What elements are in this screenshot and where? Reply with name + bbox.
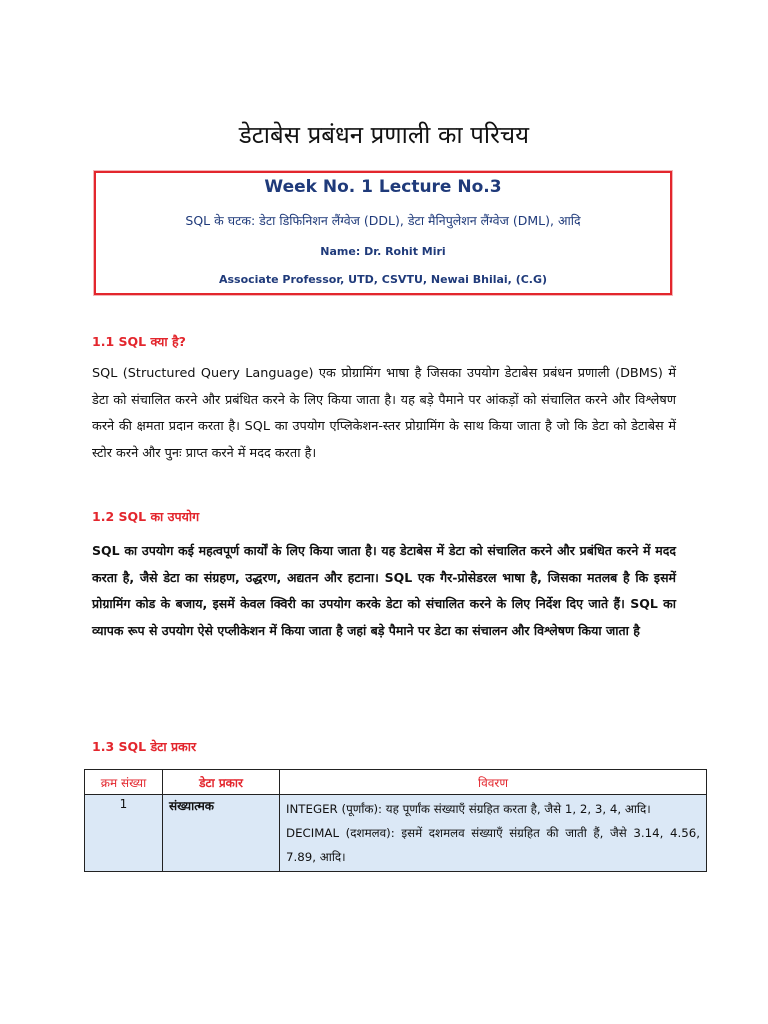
cell-serial: 1	[85, 795, 163, 872]
cell-data-type: संख्यात्मक	[163, 795, 280, 872]
lecture-info-box	[94, 171, 672, 295]
author-name: Name: Dr. Rohit Miri	[320, 245, 446, 258]
col-header-serial: क्रम संख्या	[85, 770, 163, 795]
section-heading-1-2: 1.2 SQL का उपयोग	[92, 509, 200, 524]
section-body-1-1: SQL (Structured Query Language) एक प्रोग्रामिंग भाषा है जिसका उपयोग डेटाबेस प्रबंधन प्रणाली (DBMS) में डेटा को संचालित करने और प्रबंधित करने के लिए किया जाता है। यह बड़े पैमाने पर आंकड़ों को संचालित करने और विश्लेषण करने की क्षमता प्रदान करता है। SQL का उपयोग एप्लिकेशन-स्तर प्रोग्रामिंग के साथ किया जाता है जो कि डेटा को डेटाबेस में स्टोर करने और पुनः प्राप्त करने में मदद करता है।	[92, 366, 676, 461]
description-integer: INTEGER (पूर्णांक): यह पूर्णांक संख्याएँ संग्रहित करता है, जैसे 1, 2, 3, 4, आदि।	[286, 802, 651, 816]
section-body-1-2: SQL का उपयोग कई महत्वपूर्ण कार्यों के लिए किया जाता है। यह डेटाबेस में डेटा को संचालित करने और प्रबंधित करने में मदद करता है, जैसे डेटा का संग्रहण, उद्धरण, अद्यतन और हटाना। SQL एक गैर-प्रोसेडरल भाषा है, जिसका मतलब है कि इसमें प्रोग्रामिंग कोड के बजाय, इसमें केवल क्विरी का उपयोग करके डेटा को संचालित करने के लिए निर्देश दिए जाते हैं। SQL का व्यापक रूप से उपयोग ऐसे एप्लीकेशन में किया जाता है जहां बड़े पैमाने पर डेटा का संचालन और विश्लेषण किया जाता है	[92, 543, 676, 638]
col-header-description: विवरण	[280, 770, 707, 795]
cell-description	[280, 795, 707, 872]
description-decimal: DECIMAL (दशमलव): इसमें दशमलव संख्याएँ संग्रहित की जाती हैं, जैसे 3.14, 4.56, 7.89, आदि।	[286, 826, 700, 864]
table-row	[85, 795, 707, 872]
col-header-data-type: डेटा प्रकार	[163, 770, 280, 795]
data-types-table	[84, 769, 707, 872]
week-lecture-label: Week No. 1 Lecture No.3	[264, 177, 502, 197]
author-affiliation: Associate Professor, UTD, CSVTU, Newai Bhilai, (C.G)	[218, 273, 548, 286]
page-title: डेटाबेस प्रबंधन प्रणाली का परिचय	[238, 121, 530, 149]
section-heading-1-1: 1.1 SQL क्या है?	[92, 334, 186, 349]
table-header-row	[85, 770, 707, 795]
section-heading-1-3: 1.3 SQL डेटा प्रकार	[92, 739, 197, 754]
lecture-subtitle: SQL के घटक: डेटा डिफिनिशन लैंग्वेज (DDL), डेटा मैनिपुलेशन लैंग्वेज (DML), आदि	[185, 213, 581, 228]
